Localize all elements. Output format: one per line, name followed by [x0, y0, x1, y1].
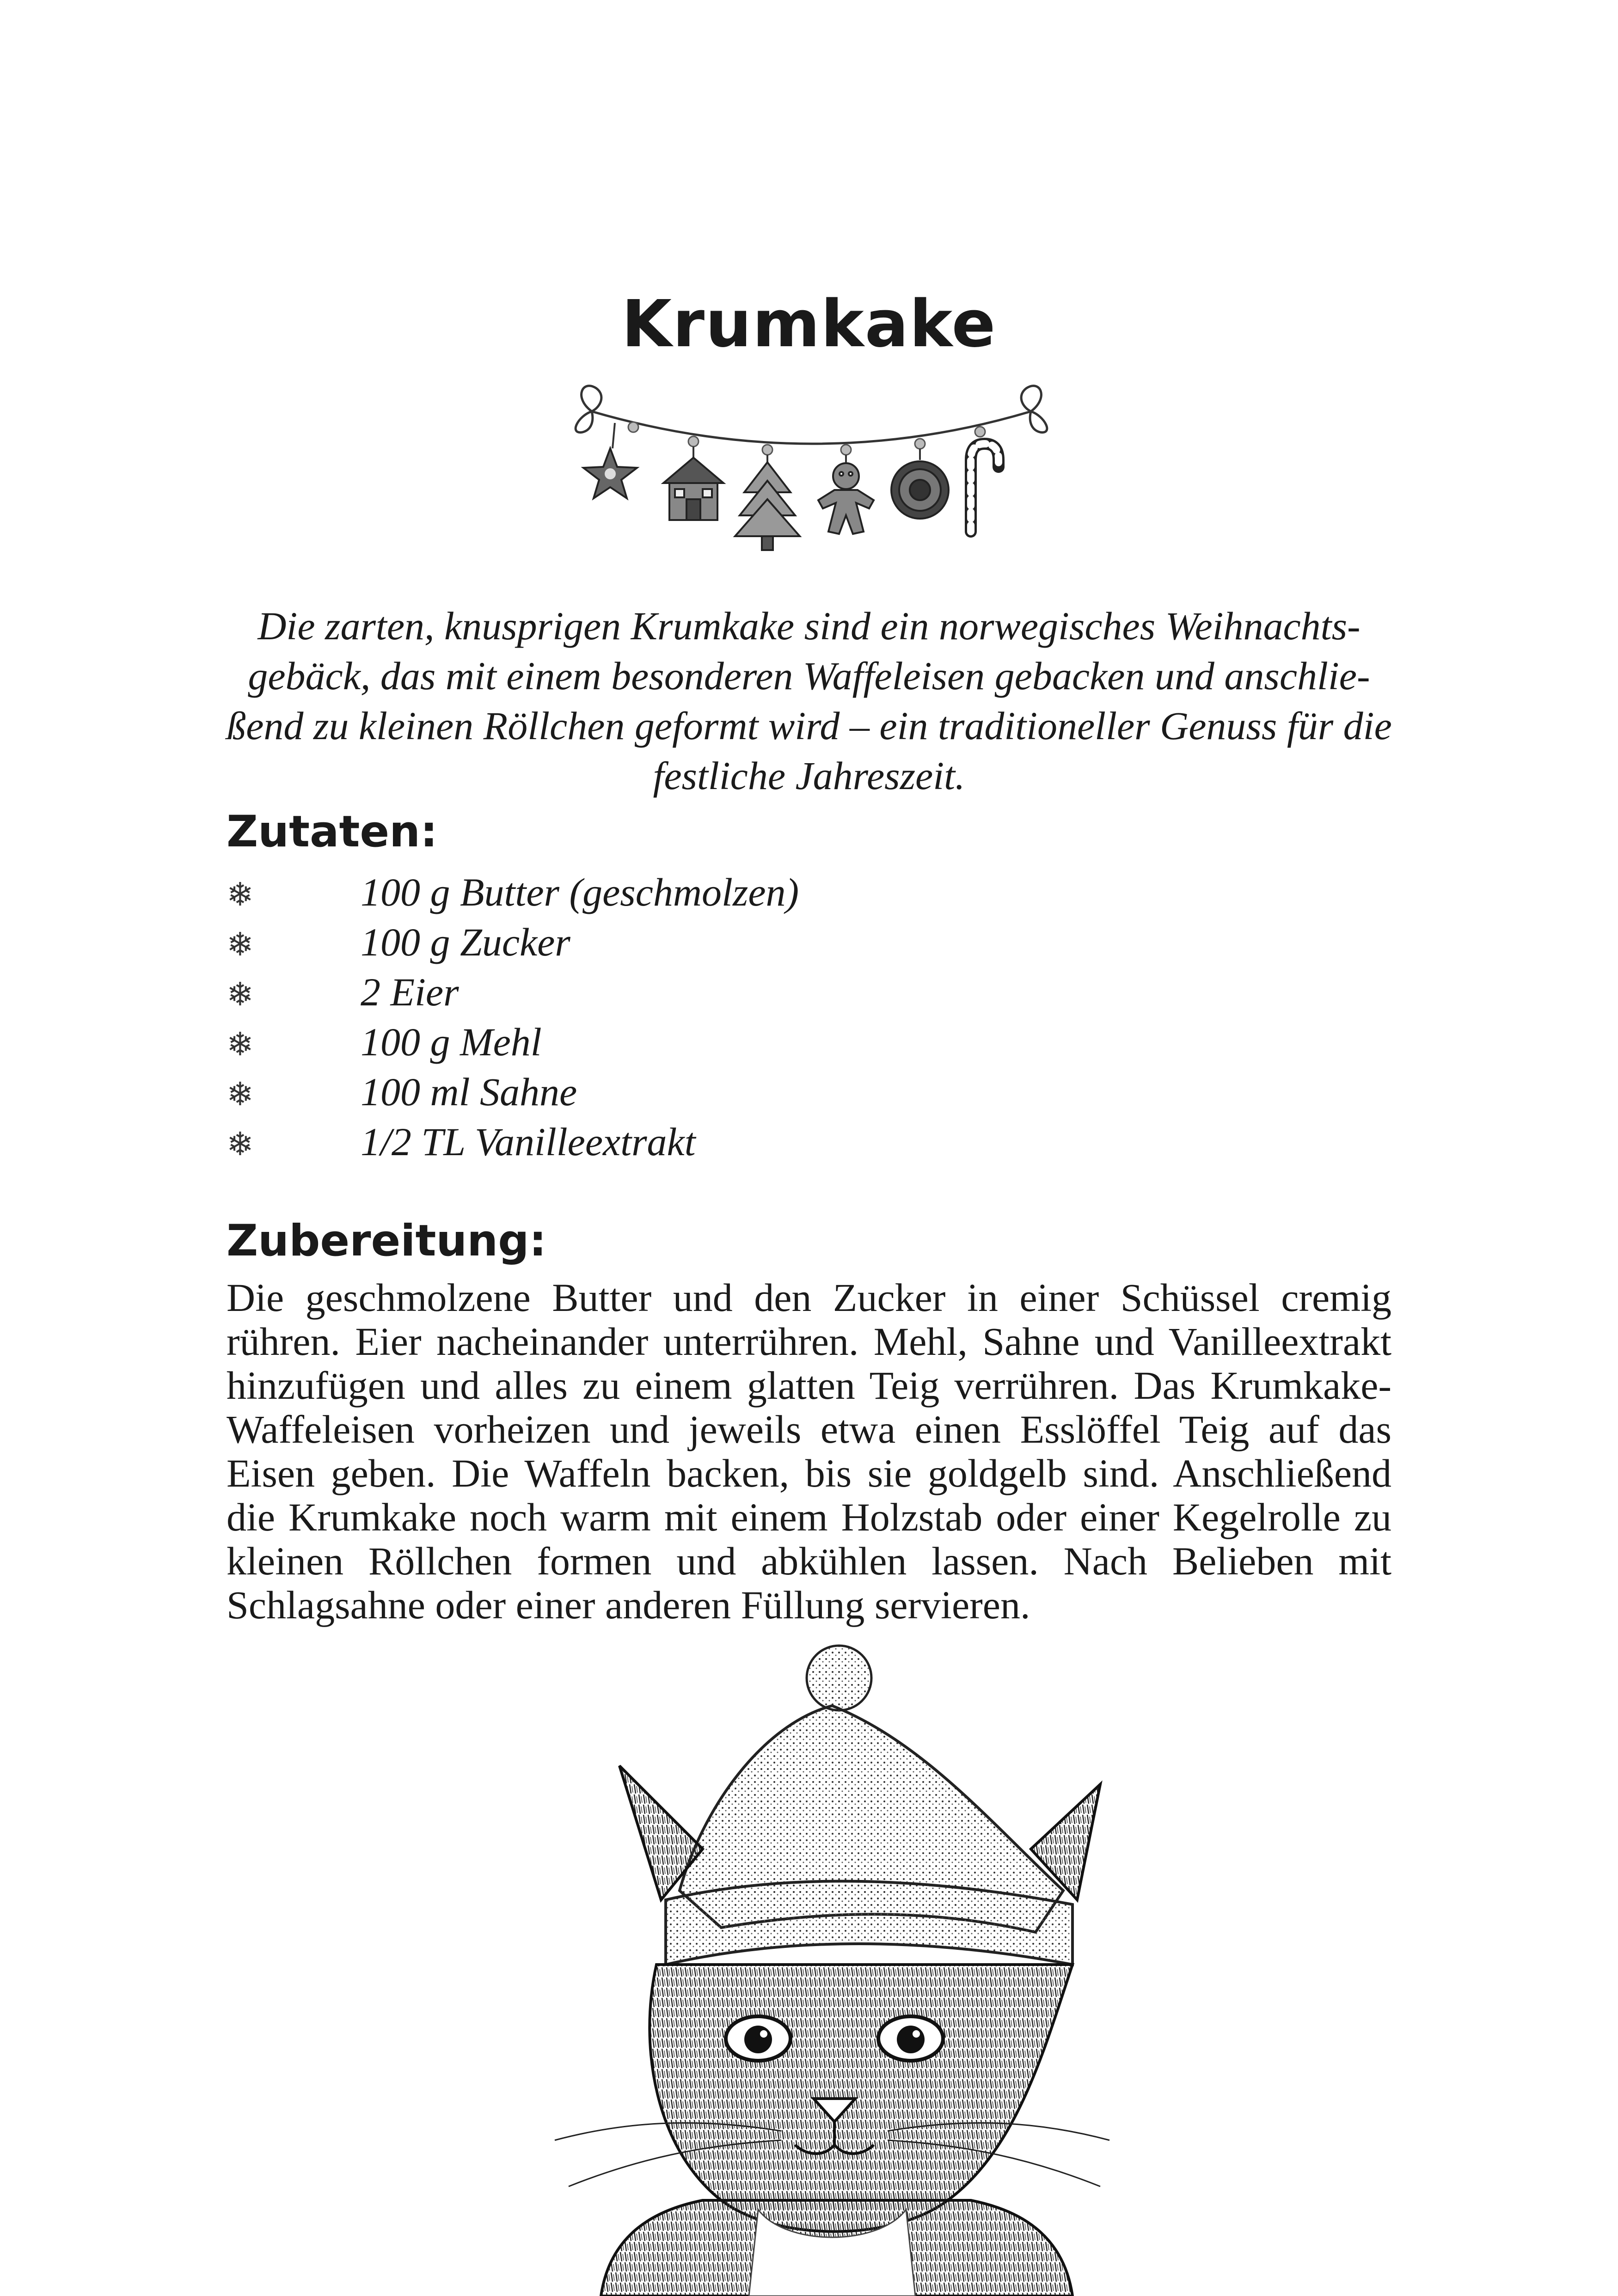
snowflake-icon: ❄ [227, 1125, 254, 1163]
list-item [227, 1069, 799, 1119]
ingredient-text: 2 Eier [361, 970, 459, 1014]
ingredient-text: 1/2 TL Vanilleextrakt [361, 1120, 696, 1164]
ingredient-text: 100 g Butter (geschmolzen) [361, 870, 799, 914]
ingredient-text: 100 g Zucker [361, 920, 570, 964]
list-item [227, 1019, 799, 1069]
list-item [227, 919, 799, 969]
ingredient-list [227, 869, 799, 1169]
gingerbread-man-icon [818, 463, 874, 534]
star-cookie-icon [583, 448, 637, 498]
list-item [227, 969, 799, 1019]
gingerbread-house-icon [663, 458, 723, 520]
christmas-tree-icon [735, 462, 800, 550]
ingredient-text: 100 ml Sahne [361, 1070, 577, 1114]
snowflake-icon: ❄ [227, 876, 254, 913]
preparation-text: Die geschmolzene Butter und den Zucker in einer Schüssel cremig rühren. Eier nacheinander unterrühren. Mehl, Sahne und Vanilleextrakt hinzufügen und alles zu einem glatten Teig verrühren. Das Krumkake-Waffeleisen vorheizen und jeweils etwa einen Esslöffel Teig auf das Eisen geben. Die Waffeln backen, bis sie goldgelb sind. Anschließend die Krumkake noch warm mit einem Holzstab oder einer Kegelrolle zu kleinen Röllchen formen und abkühlen lassen. Nach Belieben mit Schlagsahne oder einer anderen Füllung servieren. [227, 1275, 1391, 1627]
list-item [227, 869, 799, 919]
recipe-title: Krumkake [621, 287, 997, 362]
ingredient-text: 100 g Mehl [361, 1020, 542, 1064]
preparation-heading: Zubereitung: [227, 1216, 547, 1266]
ingredients-heading: Zutaten: [227, 807, 438, 857]
recipe-intro: Die zarten, knusprigen Krumkake sind ein norwegisches Weihnachtsgebäck, das mit einem besonderen Waffeleisen gebacken und anschließend zu kleinen Röllchen geformt wird – ein traditioneller Genuss für die festliche Jahreszeit. [226, 604, 1392, 798]
round-cookie-icon [891, 461, 949, 519]
snowflake-icon: ❄ [227, 1075, 254, 1113]
candy-cane-icon [971, 444, 999, 532]
christmas-garland-icon [564, 379, 1063, 555]
cat-with-santa-hat-illustration [462, 1632, 1202, 2296]
list-item [227, 1119, 799, 1169]
snowflake-icon: ❄ [227, 925, 254, 963]
snowflake-icon: ❄ [227, 1025, 254, 1063]
snowflake-icon: ❄ [227, 975, 254, 1013]
